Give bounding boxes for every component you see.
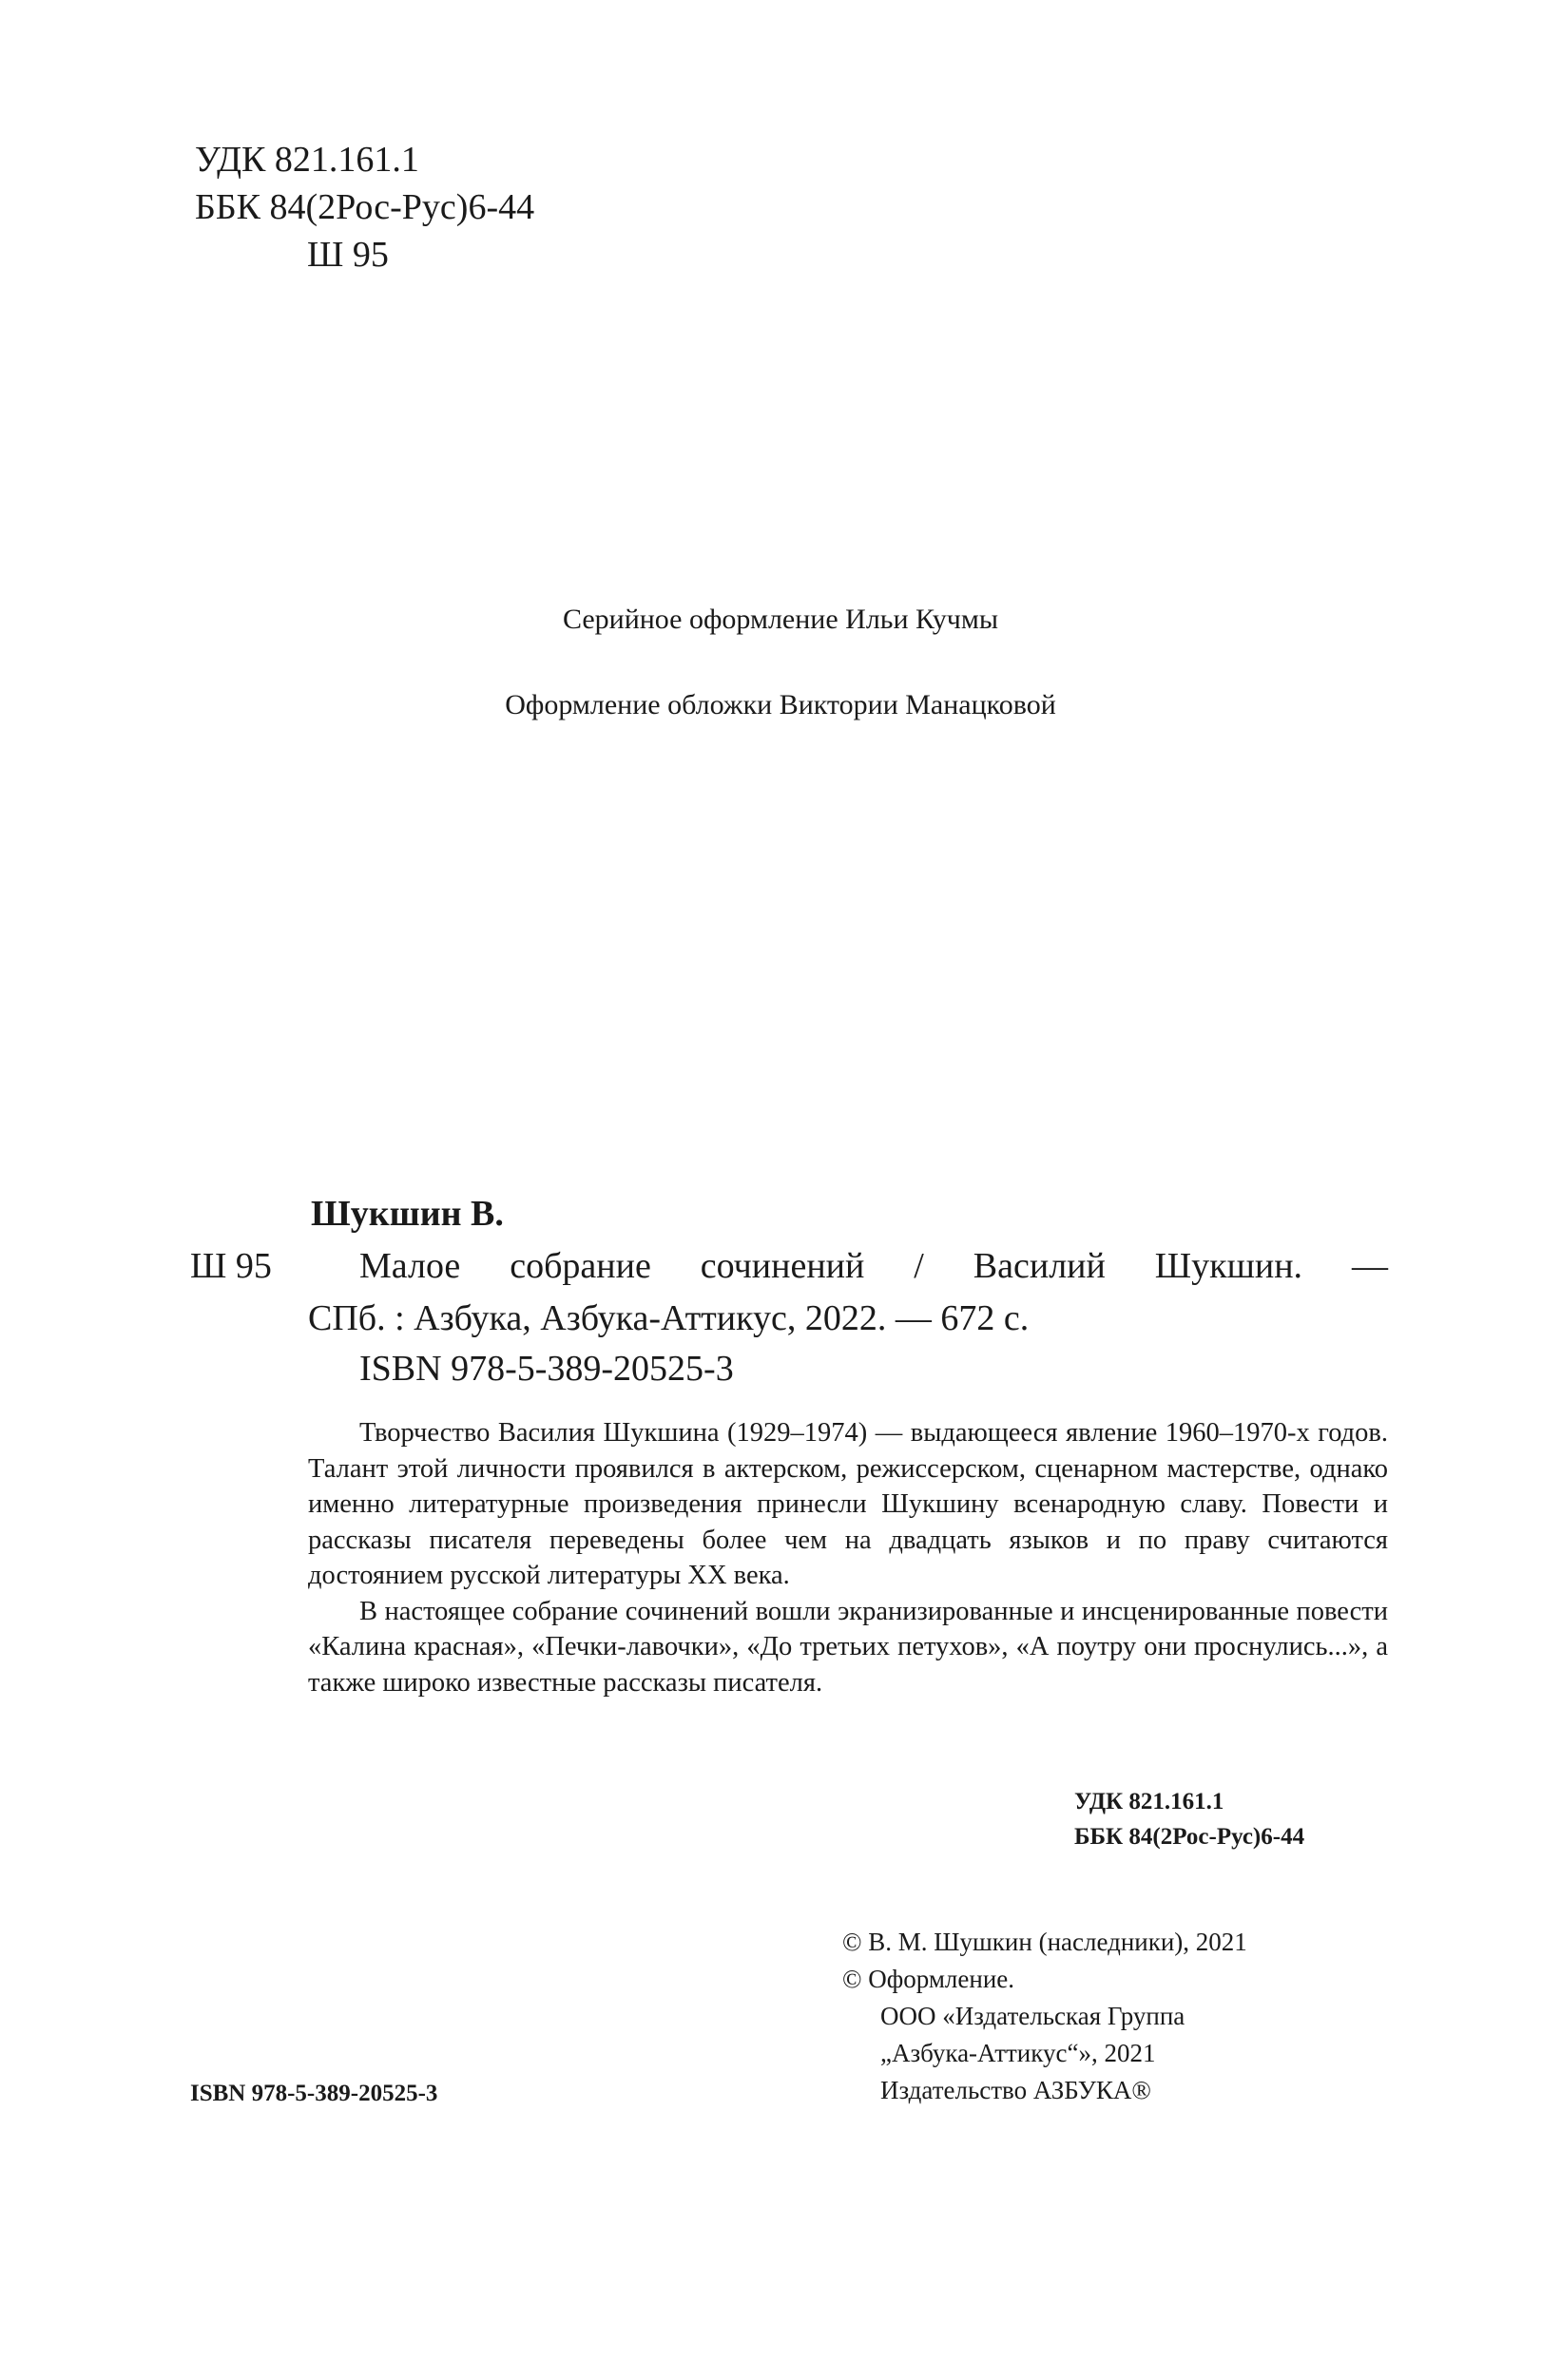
catalog-title-line1: Малое собрание сочинений / Василий Шукшин. — <box>359 1246 1388 1286</box>
bbk-small: ББК 84(2Рос-Рус)6-44 <box>1074 1824 1305 1850</box>
series-design-credit: Серийное оформление Ильи Кучмы <box>562 604 999 635</box>
catalog-title-line2: СПб. : Азбука, Азбука-Аттикус, 2022. — 672 с. <box>308 1298 1030 1338</box>
copyright-publisher-group: ООО «Издательская Группа <box>880 2002 1185 2030</box>
udk-small: УДК 821.161.1 <box>1074 1789 1224 1814</box>
catalog-annotation <box>308 1415 1388 1700</box>
author-mark: Ш 95 <box>307 235 389 275</box>
catalog-author: Шукшин В. <box>311 1194 504 1234</box>
copyright-heirs: © В. М. Шушкин (наследники), 2021 <box>842 1928 1247 1956</box>
classification-block <box>195 136 534 278</box>
copyright-azbuka: Издательство АЗБУКА® <box>880 2076 1151 2104</box>
cover-design-credit: Оформление обложки Виктории Манацковой <box>505 689 1056 720</box>
catalog-isbn: ISBN 978-5-389-20525-3 <box>359 1349 734 1389</box>
udk-code: УДК 821.161.1 <box>195 140 419 180</box>
bbk-code: ББК 84(2Рос-Рус)6-44 <box>195 187 535 227</box>
catalog-mark: Ш 95 <box>190 1246 272 1286</box>
footer-isbn: ISBN 978-5-389-20525-3 <box>190 2081 438 2106</box>
annotation-paragraph-1: Творчество Василия Шукшина (1929–1974) — выдающееся явление 1960–1970-х годов. Талант этой личности проявился в актерском, режиссерском, сценарном мастерстве, однако именно литературные произведения принесли Шукшину всенародную славу. Повести и рассказы писателя переведены более чем на двадцать языков и по праву считаются достоянием русской литературы XX века. <box>308 1418 1388 1590</box>
catalog-codes-small <box>1074 1784 1304 1854</box>
copyright-design: © Оформление. <box>842 1965 1015 1993</box>
copyright-block <box>842 1924 1247 2109</box>
annotation-paragraph-2: В настоящее собрание сочинений вошли экранизированные и инсценированные повести «Калина красная», «Печки-лавочки», «До третьих петухов», «А поутру они проснулись...», а также широко известные рассказы писателя. <box>308 1596 1388 1698</box>
copyright-publisher-name: „Азбука-Аттикус“», 2021 <box>880 2039 1156 2067</box>
